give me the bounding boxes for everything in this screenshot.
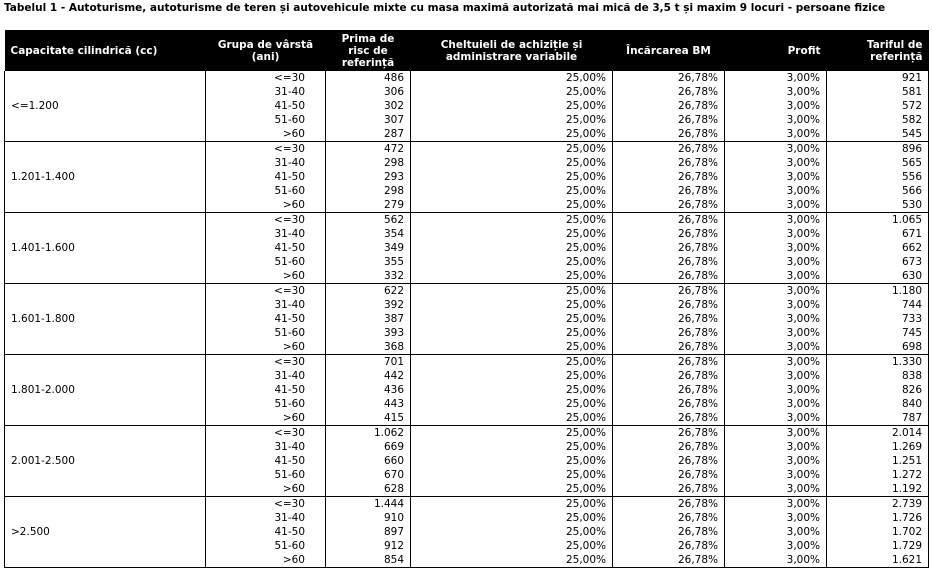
expenses-cell: 25,00% [411, 298, 613, 312]
premium-cell: 354 [326, 227, 411, 241]
age-cell: 51-60 [206, 184, 326, 198]
premium-cell: 436 [326, 383, 411, 397]
premium-cell: 349 [326, 241, 411, 255]
tariff-cell: 1.621 [827, 553, 929, 568]
age-cell: 31-40 [206, 369, 326, 383]
tariff-cell: 572 [827, 99, 929, 113]
expenses-cell: 25,00% [411, 156, 613, 170]
profit-cell: 3,00% [725, 213, 827, 228]
premium-cell: 486 [326, 71, 411, 85]
tariff-cell: 1.702 [827, 525, 929, 539]
table-row [5, 497, 929, 512]
expenses-cell: 25,00% [411, 497, 613, 512]
age-cell: >60 [206, 269, 326, 284]
tariff-table [4, 30, 929, 568]
expenses-cell: 25,00% [411, 99, 613, 113]
age-cell: 41-50 [206, 99, 326, 113]
expenses-cell: 25,00% [411, 340, 613, 355]
capacity-cell: 2.001-2.500 [5, 426, 206, 497]
bm-cell: 26,78% [613, 497, 725, 512]
premium-cell: 1.062 [326, 426, 411, 441]
bm-cell: 26,78% [613, 156, 725, 170]
bm-cell: 26,78% [613, 113, 725, 127]
bm-cell: 26,78% [613, 142, 725, 157]
header-row [5, 30, 929, 71]
bm-cell: 26,78% [613, 539, 725, 553]
expenses-cell: 25,00% [411, 426, 613, 441]
expenses-cell: 25,00% [411, 142, 613, 157]
bm-cell: 26,78% [613, 99, 725, 113]
expenses-cell: 25,00% [411, 511, 613, 525]
profit-cell: 3,00% [725, 525, 827, 539]
tariff-cell: 840 [827, 397, 929, 411]
header-bm: Încărcarea BM [613, 30, 725, 71]
bm-cell: 26,78% [613, 71, 725, 85]
profit-cell: 3,00% [725, 298, 827, 312]
bm-cell: 26,78% [613, 127, 725, 142]
bm-cell: 26,78% [613, 369, 725, 383]
premium-cell: 622 [326, 284, 411, 299]
expenses-cell: 25,00% [411, 525, 613, 539]
tariff-cell: 1.192 [827, 482, 929, 497]
profit-cell: 3,00% [725, 468, 827, 482]
premium-cell: 392 [326, 298, 411, 312]
bm-cell: 26,78% [613, 213, 725, 228]
header-age-group: Grupa de vârstă (ani) [206, 30, 326, 71]
expenses-cell: 25,00% [411, 184, 613, 198]
premium-cell: 472 [326, 142, 411, 157]
premium-cell: 669 [326, 440, 411, 454]
bm-cell: 26,78% [613, 525, 725, 539]
profit-cell: 3,00% [725, 127, 827, 142]
tariff-cell: 545 [827, 127, 929, 142]
premium-cell: 443 [326, 397, 411, 411]
premium-cell: 387 [326, 312, 411, 326]
premium-cell: 306 [326, 85, 411, 99]
header-capacity: Capacitate cilindrică (cc) [5, 30, 206, 71]
bm-cell: 26,78% [613, 284, 725, 299]
age-cell: >60 [206, 553, 326, 568]
profit-cell: 3,00% [725, 411, 827, 426]
expenses-cell: 25,00% [411, 255, 613, 269]
bm-cell: 26,78% [613, 411, 725, 426]
bm-cell: 26,78% [613, 184, 725, 198]
age-cell: 41-50 [206, 454, 326, 468]
tariff-cell: 673 [827, 255, 929, 269]
age-cell: >60 [206, 127, 326, 142]
expenses-cell: 25,00% [411, 411, 613, 426]
age-cell: 51-60 [206, 113, 326, 127]
expenses-cell: 25,00% [411, 227, 613, 241]
bm-cell: 26,78% [613, 227, 725, 241]
bm-cell: 26,78% [613, 468, 725, 482]
bm-cell: 26,78% [613, 170, 725, 184]
tariff-cell: 744 [827, 298, 929, 312]
expenses-cell: 25,00% [411, 127, 613, 142]
profit-cell: 3,00% [725, 85, 827, 99]
profit-cell: 3,00% [725, 184, 827, 198]
tariff-cell: 556 [827, 170, 929, 184]
premium-cell: 562 [326, 213, 411, 228]
profit-cell: 3,00% [725, 482, 827, 497]
bm-cell: 26,78% [613, 397, 725, 411]
table-title: Tabelul 1 - Autoturisme, autoturisme de teren și autovehicule mixte cu masa maximă autorizată mai mică de 3,5 t și maxim 9 locuri - persoane fizice [4, 2, 886, 14]
premium-cell: 1.444 [326, 497, 411, 512]
tariff-cell: 733 [827, 312, 929, 326]
capacity-cell: <=1.200 [5, 71, 206, 142]
table-row [5, 142, 929, 157]
bm-cell: 26,78% [613, 426, 725, 441]
expenses-cell: 25,00% [411, 482, 613, 497]
tariff-cell: 582 [827, 113, 929, 127]
age-cell: <=30 [206, 71, 326, 85]
age-cell: >60 [206, 482, 326, 497]
premium-cell: 897 [326, 525, 411, 539]
profit-cell: 3,00% [725, 198, 827, 213]
tariff-cell: 2.014 [827, 426, 929, 441]
expenses-cell: 25,00% [411, 85, 613, 99]
profit-cell: 3,00% [725, 99, 827, 113]
age-cell: 31-40 [206, 298, 326, 312]
expenses-cell: 25,00% [411, 312, 613, 326]
age-cell: <=30 [206, 497, 326, 512]
expenses-cell: 25,00% [411, 198, 613, 213]
age-cell: 51-60 [206, 468, 326, 482]
tariff-cell: 566 [827, 184, 929, 198]
bm-cell: 26,78% [613, 440, 725, 454]
age-cell: >60 [206, 340, 326, 355]
bm-cell: 26,78% [613, 553, 725, 568]
premium-cell: 442 [326, 369, 411, 383]
age-cell: 41-50 [206, 383, 326, 397]
table-row [5, 71, 929, 85]
premium-cell: 368 [326, 340, 411, 355]
premium-cell: 293 [326, 170, 411, 184]
expenses-cell: 25,00% [411, 269, 613, 284]
profit-cell: 3,00% [725, 539, 827, 553]
age-cell: >60 [206, 411, 326, 426]
age-cell: 31-40 [206, 511, 326, 525]
header-tariff: Tariful de referință [827, 30, 929, 71]
tariff-cell: 745 [827, 326, 929, 340]
bm-cell: 26,78% [613, 383, 725, 397]
expenses-cell: 25,00% [411, 539, 613, 553]
age-cell: <=30 [206, 284, 326, 299]
bm-cell: 26,78% [613, 241, 725, 255]
table-row [5, 355, 929, 370]
bm-cell: 26,78% [613, 482, 725, 497]
age-cell: 31-40 [206, 440, 326, 454]
expenses-cell: 25,00% [411, 383, 613, 397]
age-cell: <=30 [206, 355, 326, 370]
age-cell: 51-60 [206, 255, 326, 269]
table-row [5, 426, 929, 441]
table-body [5, 71, 929, 568]
tariff-cell: 530 [827, 198, 929, 213]
profit-cell: 3,00% [725, 156, 827, 170]
profit-cell: 3,00% [725, 326, 827, 340]
age-cell: 41-50 [206, 241, 326, 255]
bm-cell: 26,78% [613, 198, 725, 213]
tariff-cell: 671 [827, 227, 929, 241]
premium-cell: 415 [326, 411, 411, 426]
tariff-cell: 2.739 [827, 497, 929, 512]
tariff-cell: 1.272 [827, 468, 929, 482]
age-cell: <=30 [206, 142, 326, 157]
bm-cell: 26,78% [613, 454, 725, 468]
tariff-cell: 581 [827, 85, 929, 99]
age-cell: 51-60 [206, 326, 326, 340]
bm-cell: 26,78% [613, 312, 725, 326]
premium-cell: 279 [326, 198, 411, 213]
expenses-cell: 25,00% [411, 468, 613, 482]
profit-cell: 3,00% [725, 312, 827, 326]
bm-cell: 26,78% [613, 85, 725, 99]
tariff-cell: 698 [827, 340, 929, 355]
expenses-cell: 25,00% [411, 213, 613, 228]
premium-cell: 393 [326, 326, 411, 340]
age-cell: 51-60 [206, 539, 326, 553]
profit-cell: 3,00% [725, 142, 827, 157]
tariff-cell: 1.726 [827, 511, 929, 525]
profit-cell: 3,00% [725, 511, 827, 525]
expenses-cell: 25,00% [411, 241, 613, 255]
profit-cell: 3,00% [725, 440, 827, 454]
tariff-cell: 921 [827, 71, 929, 85]
tariff-cell: 1.180 [827, 284, 929, 299]
profit-cell: 3,00% [725, 426, 827, 441]
profit-cell: 3,00% [725, 241, 827, 255]
profit-cell: 3,00% [725, 369, 827, 383]
expenses-cell: 25,00% [411, 553, 613, 568]
capacity-cell: 1.601-1.800 [5, 284, 206, 355]
age-cell: >60 [206, 198, 326, 213]
premium-cell: 910 [326, 511, 411, 525]
age-cell: 51-60 [206, 397, 326, 411]
expenses-cell: 25,00% [411, 440, 613, 454]
tariff-cell: 1.065 [827, 213, 929, 228]
age-cell: <=30 [206, 213, 326, 228]
tariff-cell: 838 [827, 369, 929, 383]
expenses-cell: 25,00% [411, 355, 613, 370]
tariff-cell: 787 [827, 411, 929, 426]
bm-cell: 26,78% [613, 298, 725, 312]
bm-cell: 26,78% [613, 255, 725, 269]
tariff-cell: 565 [827, 156, 929, 170]
premium-cell: 660 [326, 454, 411, 468]
profit-cell: 3,00% [725, 553, 827, 568]
profit-cell: 3,00% [725, 255, 827, 269]
capacity-cell: 1.801-2.000 [5, 355, 206, 426]
tariff-cell: 896 [827, 142, 929, 157]
age-cell: 31-40 [206, 85, 326, 99]
age-cell: 41-50 [206, 525, 326, 539]
header-expenses: Cheltuieli de achiziție și administrare variabile [411, 30, 613, 71]
capacity-cell: >2.500 [5, 497, 206, 568]
premium-cell: 628 [326, 482, 411, 497]
table-row [5, 213, 929, 228]
age-cell: 41-50 [206, 170, 326, 184]
expenses-cell: 25,00% [411, 454, 613, 468]
age-cell: 31-40 [206, 156, 326, 170]
expenses-cell: 25,00% [411, 71, 613, 85]
profit-cell: 3,00% [725, 497, 827, 512]
profit-cell: 3,00% [725, 397, 827, 411]
tariff-cell: 630 [827, 269, 929, 284]
premium-cell: 854 [326, 553, 411, 568]
tariff-cell: 1.330 [827, 355, 929, 370]
profit-cell: 3,00% [725, 269, 827, 284]
tariff-cell: 1.729 [827, 539, 929, 553]
tariff-cell: 826 [827, 383, 929, 397]
premium-cell: 912 [326, 539, 411, 553]
expenses-cell: 25,00% [411, 326, 613, 340]
premium-cell: 332 [326, 269, 411, 284]
capacity-cell: 1.201-1.400 [5, 142, 206, 213]
profit-cell: 3,00% [725, 113, 827, 127]
age-cell: 31-40 [206, 227, 326, 241]
expenses-cell: 25,00% [411, 397, 613, 411]
capacity-cell: 1.401-1.600 [5, 213, 206, 284]
bm-cell: 26,78% [613, 511, 725, 525]
premium-cell: 670 [326, 468, 411, 482]
tariff-cell: 1.251 [827, 454, 929, 468]
expenses-cell: 25,00% [411, 170, 613, 184]
age-cell: 41-50 [206, 312, 326, 326]
bm-cell: 26,78% [613, 340, 725, 355]
expenses-cell: 25,00% [411, 113, 613, 127]
header-profit: Profit [725, 30, 827, 71]
premium-cell: 355 [326, 255, 411, 269]
table-row [5, 284, 929, 299]
bm-cell: 26,78% [613, 355, 725, 370]
profit-cell: 3,00% [725, 284, 827, 299]
profit-cell: 3,00% [725, 170, 827, 184]
profit-cell: 3,00% [725, 71, 827, 85]
age-cell: <=30 [206, 426, 326, 441]
header-premium: Prima de risc de referință [326, 30, 411, 71]
premium-cell: 302 [326, 99, 411, 113]
profit-cell: 3,00% [725, 383, 827, 397]
expenses-cell: 25,00% [411, 369, 613, 383]
premium-cell: 298 [326, 184, 411, 198]
premium-cell: 307 [326, 113, 411, 127]
tariff-cell: 1.269 [827, 440, 929, 454]
profit-cell: 3,00% [725, 355, 827, 370]
bm-cell: 26,78% [613, 269, 725, 284]
profit-cell: 3,00% [725, 454, 827, 468]
premium-cell: 701 [326, 355, 411, 370]
profit-cell: 3,00% [725, 340, 827, 355]
profit-cell: 3,00% [725, 227, 827, 241]
tariff-cell: 662 [827, 241, 929, 255]
expenses-cell: 25,00% [411, 284, 613, 299]
bm-cell: 26,78% [613, 326, 725, 340]
premium-cell: 287 [326, 127, 411, 142]
premium-cell: 298 [326, 156, 411, 170]
